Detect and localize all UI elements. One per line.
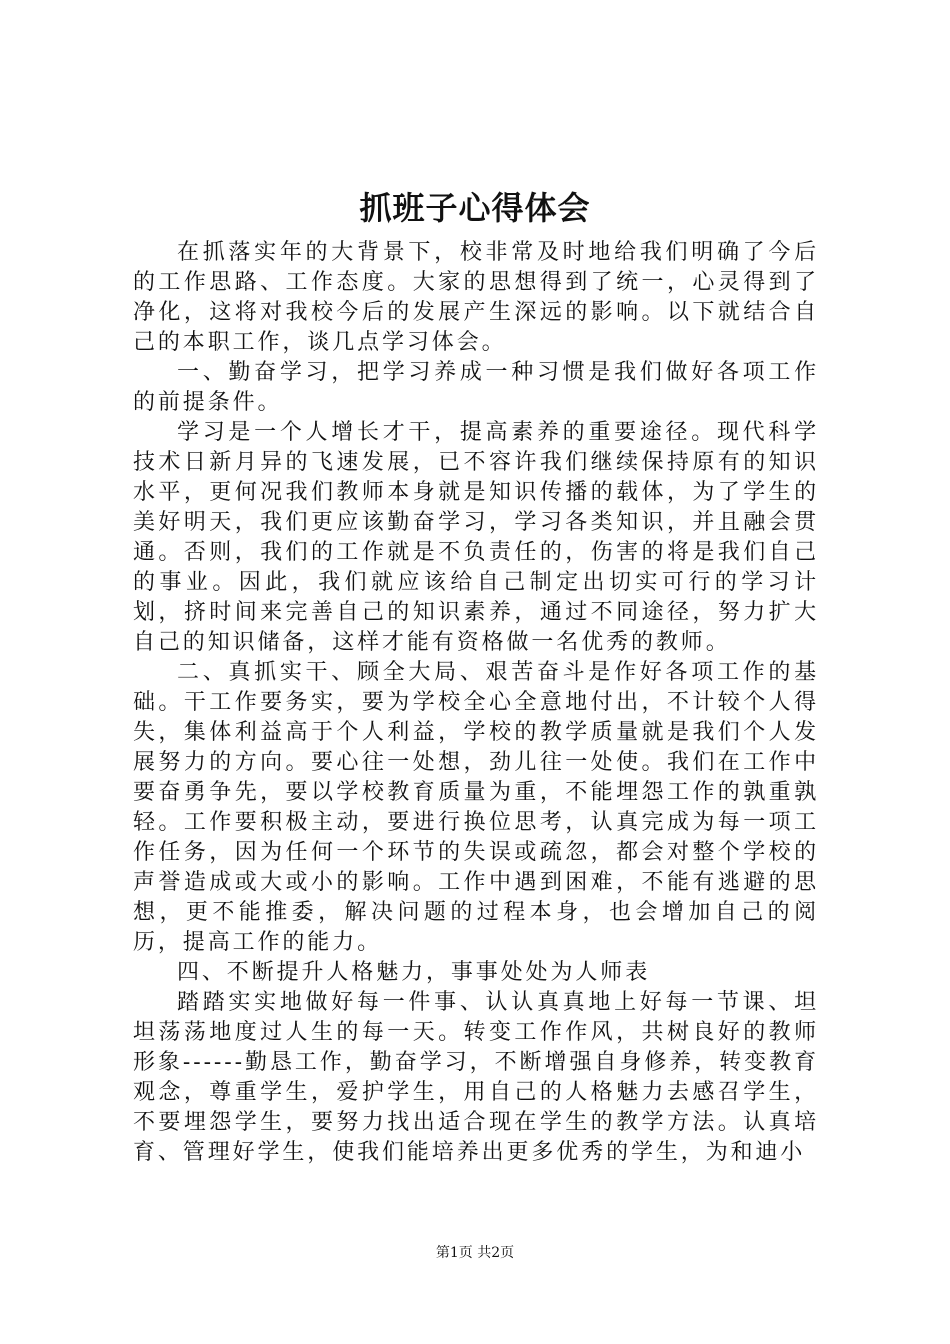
paragraph: 在抓落实年的大背景下，校非常及时地给我们明确了今后的工作思路、工作态度。大家的思想得到了统一，心灵得到了净化，这将对我校今后的发展产生深远的影响。以下就结合自己的本职工作，谈几点学习体会。: [133, 240, 819, 355]
document-title: 抓班子心得体会: [359, 189, 591, 227]
paragraph: 一、勤奋学习，把学习养成一种习惯是我们做好各项工作的前提条件。: [133, 360, 819, 415]
document-body: [133, 238, 819, 1168]
paragraph: 踏踏实实地做好每一件事、认认真真地上好每一节课、坦坦荡荡地度过人生的每一天。转变工作作风，共树良好的教师形象------勤恳工作，勤奋学习，不断增强自身修养，转变教育观念，尊重学生，爱护学生，用自己的人格魅力去感召学生，不要埋怨学生，要努力找出适合现在学生的教学方法。认真培育、管理好学生，使我们能培养出更多优秀的学生，为和迪小: [133, 990, 819, 1165]
paragraph: 学习是一个人增长才干，提高素养的重要途径。现代科学技术日新月异的飞速发展，已不容许我们继续保持原有的知识水平，更何况我们教师本身就是知识传播的载体，为了学生的美好明天，我们更应该勤奋学习，学习各类知识，并且融会贯通。否则，我们的工作就是不负责任的，伤害的将是我们自己的事业。因此，我们就应该给自己制定出切实可行的学习计划，挤时间来完善自己的知识素养，通过不同途径，努力扩大自己的知识储备，这样才能有资格做一名优秀的教师。: [133, 420, 819, 655]
section-heading: 四、不断提升人格魅力，事事处处为人师表: [177, 960, 651, 985]
paragraph: 二、真抓实干、顾全大局、艰苦奋斗是作好各项工作的基础。干工作要务实，要为学校全心全意地付出，不计较个人得失，集体利益高于个人利益，学校的教学质量就是我们个人发展努力的方向。要心往一处想，劲儿往一处使。我们在工作中要奋勇争先，要以学校教育质量为重，不能埋怨工作的孰重孰轻。工作要积极主动，要进行换位思考，认真完成为每一项工作任务，因为任何一个环节的失误或疏忽，都会对整个学校的声誉造成或大或小的影响。工作中遇到困难，不能有逃避的思想，更不能推委，解决问题的过程本身，也会增加自己的阅历，提高工作的能力。: [133, 660, 819, 955]
page-number-footer: 第1页 共2页: [435, 1245, 515, 1261]
